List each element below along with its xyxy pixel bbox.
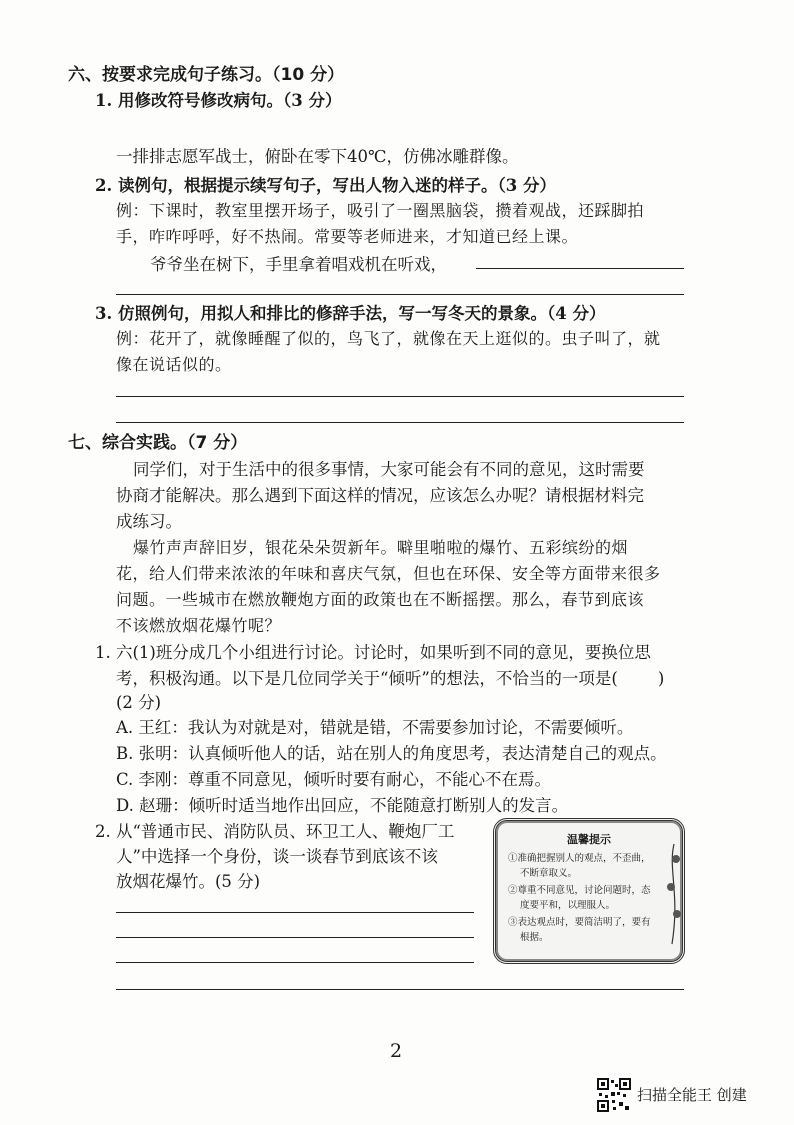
intro-line1: 同学们，对于生活中的很多事情，大家可能会有不同的意见，这时需要 <box>133 460 645 479</box>
intro-line3: 成练习。 <box>116 512 182 531</box>
s7-q1-line1: 1. 六(1)班分成几个小组进行讨论。讨论时，如果听到不同的意见，要换位思 <box>95 643 651 662</box>
s7-q2-line3: 放烟花爆竹。(5 分) <box>116 872 261 891</box>
tips-box <box>493 818 685 964</box>
material-line3: 问题。一些城市在燃放鞭炮方面的政策也在不断摇摆。那么，春节到底该 <box>116 590 645 609</box>
material-line2: 花，给人们带来浓浓的年味和喜庆气氛，但也在环保、安全等方面带来很多 <box>116 564 661 583</box>
s7-q2-answer-line-4[interactable] <box>116 989 684 990</box>
tips-item: 不断章取义。 <box>520 868 578 879</box>
q2-answer-line-1[interactable] <box>476 268 684 269</box>
q2-label: 2. 读例句，根据提示续写句子，写出人物入迷的样子。（3 分） <box>95 176 556 195</box>
section7-heading: 七、综合实践。（7 分） <box>68 433 248 453</box>
q2-example-line2: 手，咋咋呼呼，好不热闹。常要等老师进来，才知道已经上课。 <box>116 227 579 246</box>
q3-answer-line-2[interactable] <box>116 422 684 423</box>
footer-brand: 扫描全能王 创建 <box>637 1086 747 1104</box>
q2-example-line1: 例：下课时，教室里摆开场子，吸引了一圈黑脑袋，攒着观战，还踩脚拍 <box>116 201 645 220</box>
q2-answer-line-2[interactable] <box>116 294 684 295</box>
s7-q2-answer-line-2[interactable] <box>116 937 474 938</box>
page-number: 2 <box>390 1040 403 1062</box>
q3-example-line1: 例：花开了，就像睡醒了似的，鸟飞了，就像在天上逛似的。虫子叫了，就 <box>116 329 661 348</box>
q3-example-line2: 像在说话似的。 <box>116 355 232 374</box>
tips-item: 度要平和，以理服人。 <box>520 900 616 911</box>
s7-q1-close-paren: ) <box>657 669 665 688</box>
s7-q2-line1: 2. 从“普通市民、消防队员、环卫工人、鞭炮厂工 <box>95 822 455 841</box>
q2-prompt: 爷爷坐在树下，手里拿着唱戏机在听戏， <box>150 255 447 274</box>
q3-label: 3. 仿照例句，用拟人和排比的修辞手法，写一写冬天的景象。（4 分） <box>95 304 606 323</box>
flower-vine-icon <box>664 839 684 949</box>
s7-q2-answer-line-3[interactable] <box>116 962 474 963</box>
material-line4: 不该燃放烟花爆竹呢？ <box>116 616 282 635</box>
section6-heading: 六、按要求完成句子练习。（10 分） <box>68 65 345 85</box>
tips-item: 根据。 <box>520 932 549 943</box>
qr-code-icon <box>597 1078 631 1112</box>
material-line1: 爆竹声声辞旧岁，银花朵朵贺新年。噼里啪啦的爆竹、五彩缤纷的烟 <box>133 538 629 557</box>
tips-item: ②尊重不同意见，讨论问题时，态 <box>508 885 651 896</box>
intro-line2: 协商才能解决。那么遇到下面这样的情况，应该怎么办呢？请根据材料完 <box>116 486 644 505</box>
tips-item: ①准确把握别人的观点，不歪曲， <box>508 853 651 864</box>
q1-sentence: 一排排志愿军战士，俯卧在零下40℃，仿佛冰雕群像。 <box>116 147 519 166</box>
s7-q1-line2-text: 考，积极沟通。以下是几位同学关于“倾听”的想法，不恰当的一项是( <box>116 669 618 688</box>
option-a[interactable]: A. 王红：我认为对就是对，错就是错，不需要参加讨论，不需要倾听。 <box>116 718 634 737</box>
tips-item: ③表达观点时，要简洁明了，要有 <box>508 917 651 928</box>
option-c[interactable]: C. 李刚：尊重不同意见，倾听时要有耐心，不能心不在焉。 <box>116 770 552 789</box>
s7-q1-line2 <box>116 665 664 689</box>
q1-label: 1. 用修改符号修改病句。（3 分） <box>95 91 342 110</box>
option-b[interactable]: B. 张明：认真倾听他人的话，站在别人的角度思考，表达清楚自己的观点。 <box>116 744 667 763</box>
s7-q2-answer-line-1[interactable] <box>116 912 474 913</box>
q3-answer-line-1[interactable] <box>116 396 684 397</box>
s7-q1-score: (2 分) <box>116 693 162 712</box>
s7-q2-line2: 人”中选择一个身份，谈一谈春节到底该不该 <box>116 847 438 866</box>
tips-title: 温馨提示 <box>567 833 611 846</box>
option-d[interactable]: D. 赵珊：倾听时适当地作出回应，不能随意打断别人的发言。 <box>116 796 569 815</box>
